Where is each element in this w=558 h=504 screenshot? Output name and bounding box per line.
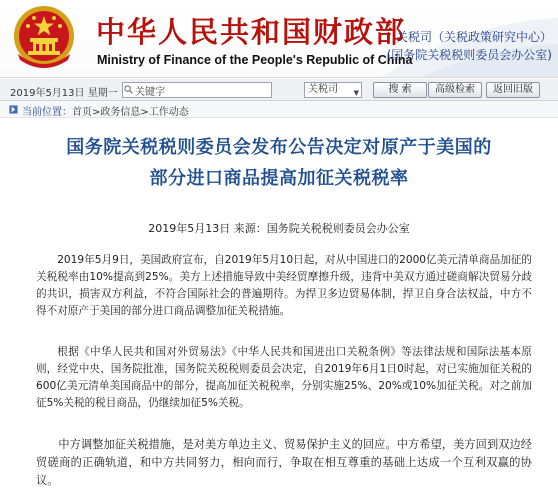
advanced-search-button[interactable]: 高级检索 <box>428 82 482 98</box>
ministry-name-en: Ministry of Finance of the People's Republic of China <box>97 53 413 67</box>
breadcrumb-text <box>22 103 189 118</box>
toolbar <box>0 79 558 101</box>
article-meta: 2019年5月13日 来源：国务院关税税则委员会办公室 <box>148 222 410 235</box>
breadcrumb-label: 当前位置： <box>22 107 72 118</box>
article-paragraph: 中方调整加征关税措施，是对美方单边主义、贸易保护主义的回应。中方希望，美方回到双边经贸磋商的正确轨道，和中方共同努力，相向而行，争取在相互尊重的基础上达成一个互利双赢的协议。 <box>36 438 532 487</box>
old-site-button[interactable]: 返回旧版 <box>486 82 540 98</box>
search-input[interactable] <box>122 82 272 98</box>
current-date: 2019年5月13日 星期一 <box>10 88 118 99</box>
article-title-line1: 国务院关税税则委员会发布公告决定对原产于美国的 <box>66 137 492 158</box>
scope-select-value: 关税司 <box>308 84 338 95</box>
department-subname: (国务院关税税则委员会办公室) <box>386 48 552 62</box>
location-icon <box>9 105 18 114</box>
breadcrumb <box>0 101 558 118</box>
ministry-name-cn: 中华人民共和国财政部 <box>96 15 407 49</box>
site-header <box>0 0 558 78</box>
article-paragraph: 根据《中华人民共和国对外贸易法》《中华人民共和国进出口关税条例》等法律法规和国际法基本原则，经党中央、国务院批准，国务院关税税则委员会决定，自2019年6月1日0时起，对已实施加征关税的600亿美元清单美国商品中的部分，提高加征关税税率，分别实施25%、20%或10%加征关税。对之前加征5%关税的税目商品，仍继续加征5%关税。 <box>36 346 532 409</box>
search-button[interactable]: 搜 索 <box>373 82 427 98</box>
chevron-down-icon: ▼ <box>353 89 359 97</box>
national-emblem-icon[interactable] <box>12 4 76 70</box>
department-name: 关税司（关税政策研究中心） <box>395 30 552 44</box>
breadcrumb-path[interactable]: 首页>政务信息>工作动态 <box>72 107 189 118</box>
article-title-line2: 部分进口商品提高加征关税税率 <box>149 168 409 189</box>
scope-select[interactable] <box>304 82 362 98</box>
article-paragraph: 2019年5月9日，美国政府宣布，自2019年5月10日起，对从中国进口的2000亿美元清单商品加征的关税税率由10%提高到25%。美方上述措施导致中美经贸摩擦升级，违背中美双方通过磋商解决贸易分歧的共识，损害双方利益，不符合国际社会的普遍期待。为捍卫多边贸易体制，捍卫自身合法权益，中方不得不对原产于美国的部分进口商品调整加征关税措施。 <box>36 254 532 317</box>
search-icon <box>124 85 133 94</box>
